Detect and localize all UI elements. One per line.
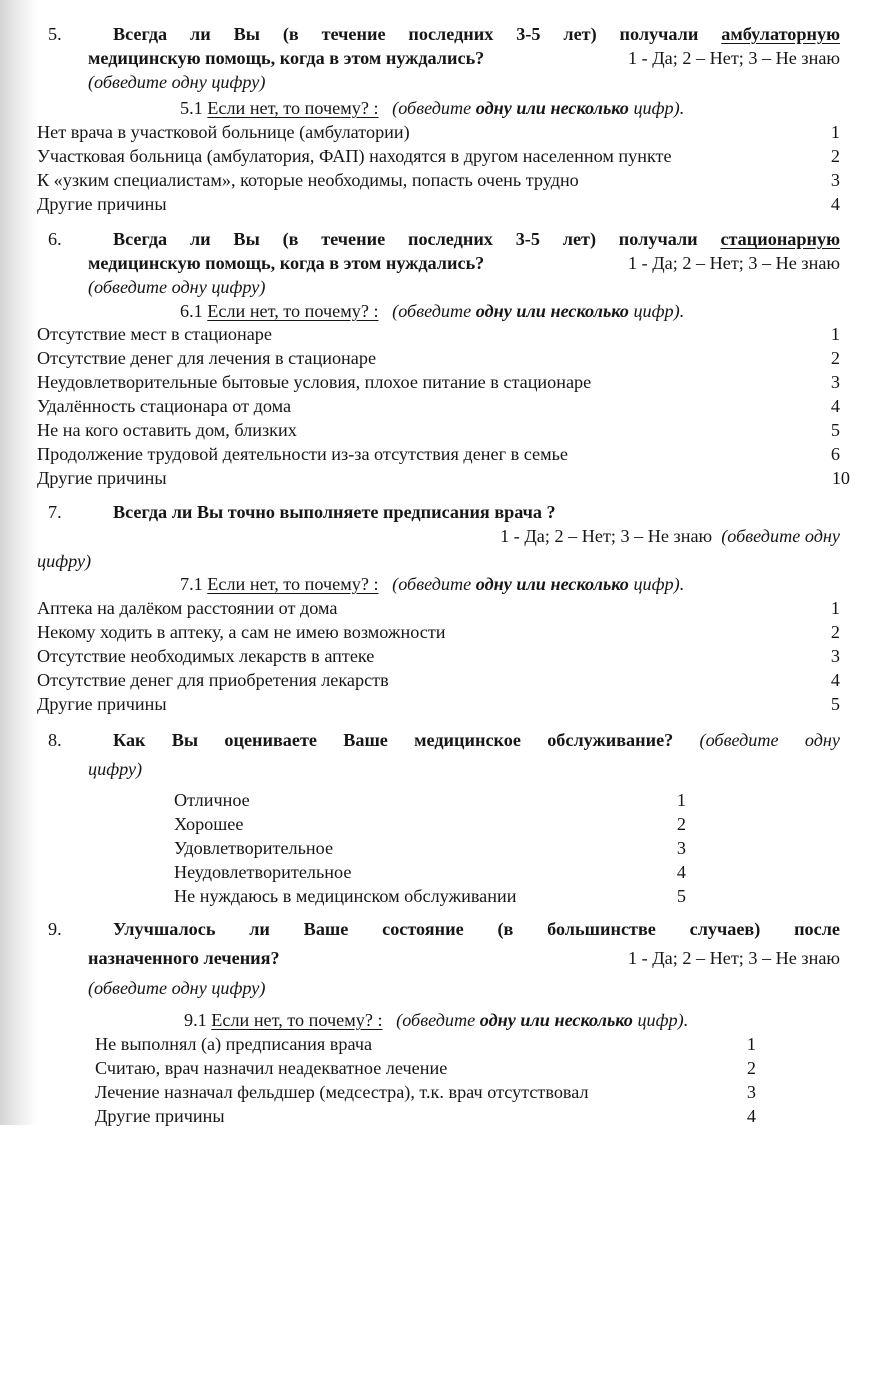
q8-question: Как Вы оцениваете Ваше медицинское обслуживание? bbox=[113, 730, 674, 750]
q7-sub-instr-bold: одну или несколько bbox=[475, 574, 629, 594]
q7-option-label: Некому ходить в аптеку, а сам не имею возможности bbox=[37, 622, 446, 642]
q7-question: Всегда ли Вы точно выполняете предписания врача ? bbox=[113, 502, 556, 522]
q7-sub-header bbox=[180, 572, 684, 596]
q7-option-label: Аптека на далёком расстоянии от дома bbox=[37, 598, 338, 618]
q9-sub-instruction bbox=[387, 1010, 688, 1030]
q5-sub-instr-bold: одну или несколько bbox=[475, 98, 629, 118]
q9-number: 9. bbox=[48, 919, 62, 939]
q7-answer-line bbox=[424, 524, 840, 548]
q8-option-code[interactable]: 1 bbox=[676, 790, 686, 810]
q9-question-line2: назначенного лечения? bbox=[88, 948, 280, 968]
q7-option-code[interactable]: 4 bbox=[830, 670, 840, 690]
q5-sub-header bbox=[180, 96, 684, 120]
q6-option-label: Не на кого оставить дом, близких bbox=[37, 420, 297, 440]
q6-sub-instruction bbox=[383, 301, 684, 321]
q6-option-label: Продолжение трудовой деятельности из-за отсутствия денег в семье bbox=[37, 444, 568, 464]
q6-sub-instr-post: цифр). bbox=[633, 301, 685, 321]
q6-option-code[interactable]: 6 bbox=[830, 444, 840, 464]
q6-option-label: Неудовлетворительные бытовые условия, плохое питание в стационаре bbox=[37, 372, 592, 392]
q5-option-label: К «узким специалистам», которые необходимы, попасть очень трудно bbox=[37, 170, 579, 190]
q5-sub-instr-pre: (обведите bbox=[392, 98, 472, 118]
q8-option-label: Удовлетворительное bbox=[174, 838, 334, 858]
q9-sub-number: 9.1 bbox=[184, 1010, 207, 1030]
q8-option-label: Хорошее bbox=[174, 814, 244, 834]
q5-question-line2 bbox=[88, 46, 484, 70]
q6-question-text-2: медицинскую помощь, когда в этом нуждались? bbox=[88, 253, 485, 273]
q6-option-code[interactable]: 4 bbox=[830, 396, 840, 416]
q6-sub-instr-bold: одну или несколько bbox=[475, 301, 629, 321]
q9-sub-instr-bold: одну или несколько bbox=[479, 1010, 633, 1030]
q9-option-code[interactable]: 2 bbox=[746, 1058, 756, 1078]
q6-sub-number: 6.1 bbox=[180, 301, 203, 321]
q7-option-label: Другие причины bbox=[37, 694, 167, 714]
q9-option-label: Другие причины bbox=[95, 1106, 225, 1126]
q9-option-code[interactable]: 3 bbox=[746, 1082, 756, 1102]
q9-sub-header bbox=[184, 1008, 688, 1032]
q5-sub-number: 5.1 bbox=[180, 98, 203, 118]
q6-sub-header bbox=[180, 299, 684, 323]
q7-option-code[interactable]: 2 bbox=[830, 622, 840, 642]
q6-option-label: Удалённость стационара от дома bbox=[37, 396, 292, 416]
q7-instruction-close: цифру) bbox=[37, 551, 92, 571]
q9-sub-instr-pre: (обведите bbox=[396, 1010, 476, 1030]
q8-instruction-close: цифру) bbox=[88, 759, 143, 779]
q6-number: 6. bbox=[48, 229, 62, 249]
q5-question-text: Всегда ли Вы (в течение последних 3-5 лет) получали bbox=[113, 24, 699, 44]
q7-sub-instruction bbox=[383, 574, 684, 594]
q8-option-code[interactable]: 3 bbox=[676, 838, 686, 858]
q5-question-line1 bbox=[113, 22, 840, 46]
q7-option-code[interactable]: 5 bbox=[830, 694, 840, 714]
q6-option-label: Другие причины bbox=[37, 468, 167, 488]
q9-option-label: Не выполнял (а) предписания врача bbox=[95, 1034, 373, 1054]
q7-sub-number: 7.1 bbox=[180, 574, 203, 594]
q5-option-label: Нет врача в участковой больнице (амбулатории) bbox=[37, 122, 410, 142]
q9-sub-question: Если нет, то почему? : bbox=[211, 1010, 383, 1030]
q6-instruction: (обведите одну цифру) bbox=[88, 277, 266, 297]
q8-instruction-open: (обведите одну bbox=[699, 730, 840, 750]
q5-option-label: Другие причины bbox=[37, 194, 167, 214]
q6-sub-question: Если нет, то почему? : bbox=[207, 301, 379, 321]
q7-option-label: Отсутствие необходимых лекарств в аптеке bbox=[37, 646, 375, 666]
q8-option-code[interactable]: 2 bbox=[676, 814, 686, 834]
q6-care-type: стационарную bbox=[720, 229, 840, 249]
q5-option-code[interactable]: 1 bbox=[830, 122, 840, 142]
q6-option-code[interactable]: 10 bbox=[831, 468, 850, 488]
q8-option-label: Отличное bbox=[174, 790, 250, 810]
q5-answer-scale: 1 - Да; 2 – Нет; 3 – Не знаю bbox=[628, 48, 840, 68]
q8-option-label: Неудовлетворительное bbox=[174, 862, 352, 882]
q6-question-line2 bbox=[88, 251, 484, 275]
q8-number: 8. bbox=[48, 730, 62, 750]
q7-sub-instr-post: цифр). bbox=[633, 574, 685, 594]
q7-option-code[interactable]: 1 bbox=[830, 598, 840, 618]
q5-option-code[interactable]: 3 bbox=[830, 170, 840, 190]
q8-option-label: Не нуждаюсь в медицинском обслуживании bbox=[174, 886, 517, 906]
q5-number: 5. bbox=[48, 24, 62, 44]
q8-question-line bbox=[113, 728, 840, 752]
q5-sub-question: Если нет, то почему? : bbox=[207, 98, 379, 118]
q7-sub-instr-pre: (обведите bbox=[392, 574, 472, 594]
q8-option-code[interactable]: 5 bbox=[676, 886, 686, 906]
q9-sub-instr-post: цифр). bbox=[637, 1010, 689, 1030]
q6-question-text: Всегда ли Вы (в течение последних 3-5 лет) получали bbox=[113, 229, 698, 249]
q5-option-code[interactable]: 2 bbox=[830, 146, 840, 166]
q9-question-line1: Улучшалось ли Ваше состояние (в большинстве случаев) после bbox=[113, 919, 840, 939]
q5-option-code[interactable]: 4 bbox=[830, 194, 840, 214]
q6-sub-instr-pre: (обведите bbox=[392, 301, 472, 321]
q6-option-label: Отсутствие мест в стационаре bbox=[37, 324, 272, 344]
q7-number: 7. bbox=[48, 502, 62, 522]
q6-option-code[interactable]: 5 bbox=[830, 420, 840, 440]
q7-option-label: Отсутствие денег для приобретения лекарств bbox=[37, 670, 389, 690]
q7-answer-scale: 1 - Да; 2 – Нет; 3 – Не знаю bbox=[500, 526, 713, 546]
q6-option-code[interactable]: 3 bbox=[830, 372, 840, 392]
q9-instruction: (обведите одну цифру) bbox=[88, 978, 266, 998]
q6-answer-scale: 1 - Да; 2 – Нет; 3 – Не знаю bbox=[628, 253, 840, 273]
q6-option-code[interactable]: 2 bbox=[830, 348, 840, 368]
q9-option-label: Считаю, врач назначил неадекватное лечение bbox=[95, 1058, 448, 1078]
q9-answer-scale: 1 - Да; 2 – Нет; 3 – Не знаю bbox=[628, 948, 840, 968]
q8-option-code[interactable]: 4 bbox=[676, 862, 686, 882]
q5-care-type: амбулаторную bbox=[721, 24, 840, 44]
q6-option-code[interactable]: 1 bbox=[830, 324, 840, 344]
q9-option-label: Лечение назначал фельдшер (медсестра), т.к. врач отсутствовал bbox=[95, 1082, 589, 1102]
q7-instruction-open: (обведите одну bbox=[721, 526, 840, 546]
q5-option-label: Участковая больница (амбулатория, ФАП) находятся в другом населенном пункте bbox=[37, 146, 672, 166]
q9-option-code[interactable]: 4 bbox=[746, 1106, 756, 1126]
q5-sub-instr-post: цифр). bbox=[633, 98, 685, 118]
q6-option-label: Отсутствие денег для лечения в стационаре bbox=[37, 348, 377, 368]
q7-option-code[interactable]: 3 bbox=[830, 646, 840, 666]
q5-question-text-2: медицинскую помощь, когда в этом нуждались? bbox=[88, 48, 485, 68]
q9-option-code[interactable]: 1 bbox=[746, 1034, 756, 1054]
q7-sub-question: Если нет, то почему? : bbox=[207, 574, 379, 594]
q5-instruction: (обведите одну цифру) bbox=[88, 72, 266, 92]
q6-question-line1 bbox=[113, 227, 840, 251]
q5-sub-instruction bbox=[383, 98, 684, 118]
